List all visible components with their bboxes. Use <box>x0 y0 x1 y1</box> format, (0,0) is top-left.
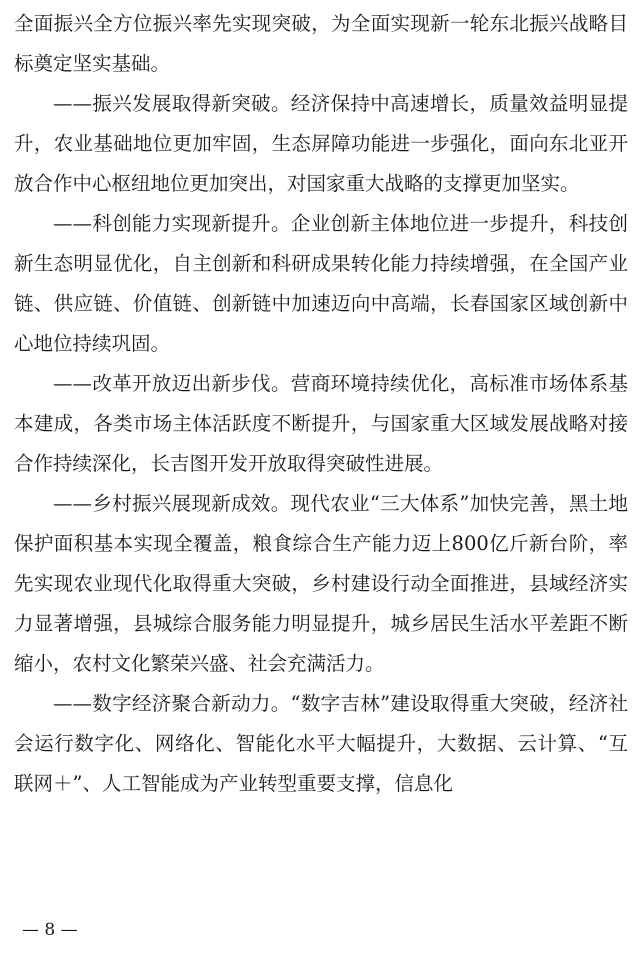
paragraph-rural-revitalization: ——乡村振兴展现新成效。现代农业“三大体系”加快完善，黑土地保护面积基本实现全覆盖，粮食综合生产能力迈上800亿斤新台阶，率先实现农业现代化取得重大突破，乡村建设行动全面推进，县域经济实力显著增强，县城综合服务能力明显提升，城乡居民生活水平差距不断缩小，农村文化繁荣兴盛、社会充满活力。 <box>14 492 628 675</box>
paragraph-digital-economy: ——数字经济聚合新动力。“数字吉林”建设取得重大突破，经济社会运行数字化、网络化、智能化水平大幅提升，大数据、云计算、“互联网＋”、人工智能成为产业转型重要支撑，信息化 <box>14 692 628 795</box>
paragraph-innovation-capacity: ——科创能力实现新提升。企业创新主体地位进一步提升，科技创新生态明显优化，自主创新和科研成果转化能力持续增强，在全国产业链、供应链、价值链、创新链中加速迈向中高端，长春国家区域创新中心地位持续巩固。 <box>14 212 628 355</box>
paragraph-continuation: 全面振兴全方位振兴率先实现突破，为全面实现新一轮东北振兴战略目标奠定坚实基础。 <box>14 12 628 75</box>
document-page <box>14 4 628 804</box>
page-number: — 8 — <box>22 920 78 940</box>
paragraph-reform-opening: ——改革开放迈出新步伐。营商环境持续优化，高标准市场体系基本建成，各类市场主体活跃度不断提升，与国家重大区域发展战略对接合作持续深化，长吉图开发开放取得突破性进展。 <box>14 372 628 475</box>
paragraph-revitalization-development: ——振兴发展取得新突破。经济保持中高速增长，质量效益明显提升，农业基础地位更加牢固，生态屏障功能进一步强化，面向东北亚开放合作中心枢纽地位更加突出，对国家重大战略的支撑更加坚实。 <box>14 92 628 195</box>
